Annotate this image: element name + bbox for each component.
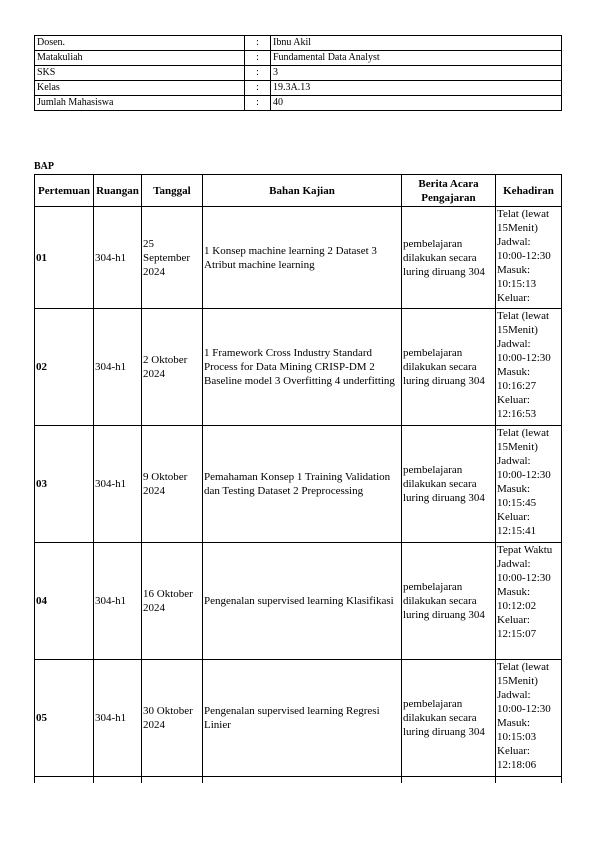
empty-cell — [94, 777, 142, 784]
cell-pertemuan: 01 — [35, 207, 94, 309]
cell-pertemuan: 02 — [35, 309, 94, 426]
bap-table — [34, 174, 562, 783]
info-label: Jumlah Mahasiswa — [35, 96, 245, 111]
info-row-dosen — [35, 36, 562, 51]
info-value: 40 — [271, 96, 562, 111]
cell-tanggal: 30 Oktober 2024 — [142, 660, 203, 777]
cell-ruangan: 304-h1 — [94, 309, 142, 426]
info-value: Fundamental Data Analyst — [271, 51, 562, 66]
table-row — [35, 426, 562, 543]
empty-cell — [496, 777, 562, 784]
empty-cell — [203, 777, 402, 784]
cell-tanggal: 9 Oktober 2024 — [142, 426, 203, 543]
empty-cell — [142, 777, 203, 784]
info-row-sks — [35, 66, 562, 81]
table-row — [35, 207, 562, 309]
table-row — [35, 543, 562, 660]
cell-kehadiran: Telat (lewat 15Menit) Jadwal: 10:00-12:30 Masuk: 10:15:13 Keluar: — [496, 207, 562, 309]
header-pertemuan: Pertemuan — [35, 175, 94, 207]
cell-tanggal: 2 Oktober 2024 — [142, 309, 203, 426]
header-ruangan: Ruangan — [94, 175, 142, 207]
info-colon: : — [245, 96, 271, 111]
cell-bahan-kajian: Pengenalan supervised learning Klasifikasi — [203, 543, 402, 660]
info-label: Kelas — [35, 81, 245, 96]
cell-tanggal: 16 Oktober 2024 — [142, 543, 203, 660]
info-label: SKS — [35, 66, 245, 81]
cell-berita-acara: pembelajaran dilakukan secara luring diruang 304 — [402, 660, 496, 777]
table-row-continuation — [35, 777, 562, 784]
info-label: Matakuliah — [35, 51, 245, 66]
header-tanggal: Tanggal — [142, 175, 203, 207]
cell-tanggal: 25 September 2024 — [142, 207, 203, 309]
info-value: 3 — [271, 66, 562, 81]
cell-berita-acara: pembelajaran dilakukan secara luring diruang 304 — [402, 207, 496, 309]
info-row-jumlah-mahasiswa — [35, 96, 562, 111]
info-colon: : — [245, 36, 271, 51]
cell-berita-acara: pembelajaran dilakukan secara luring diruang 304 — [402, 426, 496, 543]
cell-pertemuan: 03 — [35, 426, 94, 543]
empty-cell — [35, 777, 94, 784]
header-berita-acara: Berita Acara Pengajaran — [402, 175, 496, 207]
cell-berita-acara: pembelajaran dilakukan secara luring diruang 304 — [402, 543, 496, 660]
cell-bahan-kajian: 1 Framework Cross Industry Standard Process for Data Mining CRISP-DM 2 Baseline model 3 Overfitting 4 underfitting — [203, 309, 402, 426]
cell-ruangan: 304-h1 — [94, 543, 142, 660]
info-value: 19.3A.13 — [271, 81, 562, 96]
course-info-table — [34, 35, 562, 111]
info-colon: : — [245, 66, 271, 81]
cell-bahan-kajian: 1 Konsep machine learning 2 Dataset 3 Atribut machine learning — [203, 207, 402, 309]
info-row-kelas — [35, 81, 562, 96]
cell-kehadiran: Tepat Waktu Jadwal: 10:00-12:30 Masuk: 10:12:02 Keluar: 12:15:07 — [496, 543, 562, 660]
info-colon: : — [245, 81, 271, 96]
info-row-matakuliah — [35, 51, 562, 66]
bap-title: BAP — [34, 161, 54, 172]
cell-ruangan: 304-h1 — [94, 426, 142, 543]
info-label: Dosen. — [35, 36, 245, 51]
cell-bahan-kajian: Pemahaman Konsep 1 Training Validation dan Testing Dataset 2 Preprocessing — [203, 426, 402, 543]
table-row — [35, 309, 562, 426]
cell-kehadiran: Telat (lewat 15Menit) Jadwal: 10:00-12:30 Masuk: 10:15:03 Keluar: 12:18:06 — [496, 660, 562, 777]
info-colon: : — [245, 51, 271, 66]
info-value: Ibnu Akil — [271, 36, 562, 51]
cell-ruangan: 304-h1 — [94, 660, 142, 777]
cell-bahan-kajian: Pengenalan supervised learning Regresi Linier — [203, 660, 402, 777]
empty-cell — [402, 777, 496, 784]
header-bahan-kajian: Bahan Kajian — [203, 175, 402, 207]
cell-pertemuan: 04 — [35, 543, 94, 660]
cell-berita-acara: pembelajaran dilakukan secara luring diruang 304 — [402, 309, 496, 426]
cell-ruangan: 304-h1 — [94, 207, 142, 309]
cell-kehadiran: Telat (lewat 15Menit) Jadwal: 10:00-12:30 Masuk: 10:16:27 Keluar: 12:16:53 — [496, 309, 562, 426]
header-kehadiran: Kehadiran — [496, 175, 562, 207]
cell-pertemuan: 05 — [35, 660, 94, 777]
table-row — [35, 660, 562, 777]
cell-kehadiran: Telat (lewat 15Menit) Jadwal: 10:00-12:30 Masuk: 10:15:45 Keluar: 12:15:41 — [496, 426, 562, 543]
bap-header-row — [35, 175, 562, 207]
